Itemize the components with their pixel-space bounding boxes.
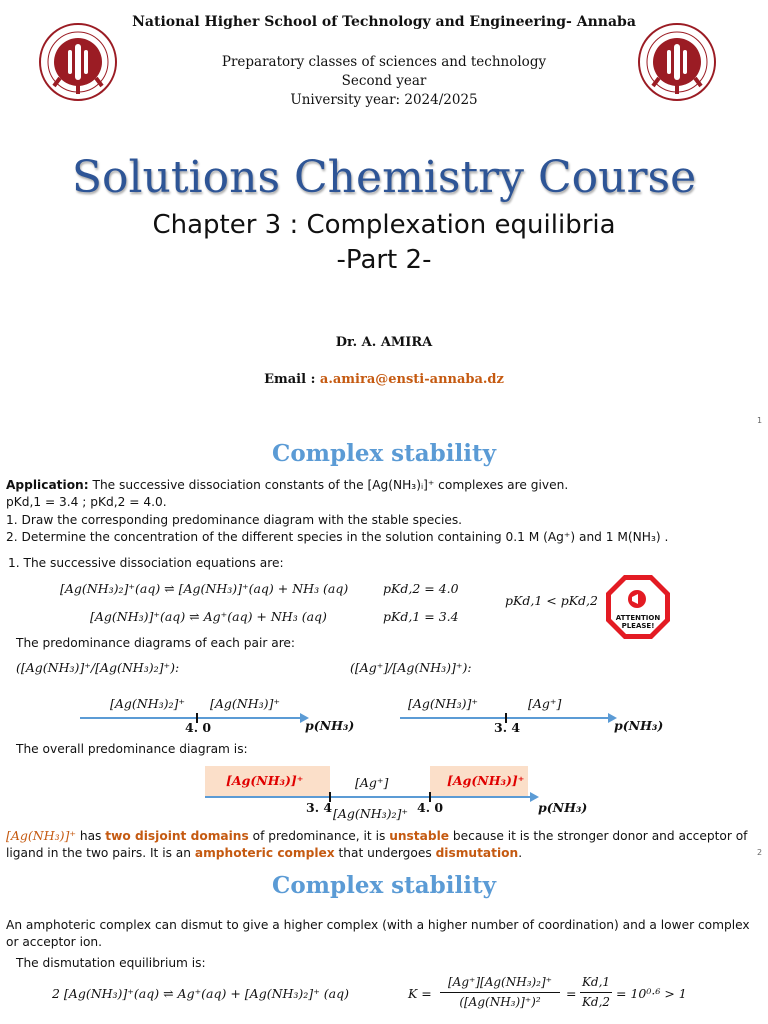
equation-1: [Ag(NH₃)₂]⁺(aq) ⇌ [Ag(NH₃)]⁺(aq) + NH₃ (aq) bbox=[60, 581, 349, 596]
k-equals: = bbox=[566, 986, 577, 1001]
paragraph-line-1: An amphoteric complex can dismut to give a higher complex (with a higher number of coordination) and a lower complex bbox=[6, 918, 750, 932]
k-fraction-bar bbox=[440, 992, 560, 993]
k-num2: Kd,1 bbox=[581, 975, 611, 989]
overall-below-species: [Ag(NH₃)₂]⁺ bbox=[333, 806, 408, 821]
conclusion-text: has bbox=[75, 829, 106, 843]
conclusion-species: [Ag(NH₃)]⁺ bbox=[6, 828, 76, 843]
sign-text-2: PLEASE! bbox=[621, 622, 655, 630]
highlight-dismutation: dismutation bbox=[435, 846, 519, 860]
pk-comparison: pKd,1 < pKd,2 bbox=[505, 593, 598, 608]
k-numerator: [Ag⁺][Ag(NH₃)₂]⁺ bbox=[447, 975, 553, 989]
conclusion-text: because it is the stronger donor and acceptor of bbox=[449, 829, 748, 843]
header-line2: Second year bbox=[341, 73, 427, 89]
author-name: Dr. A. AMIRA bbox=[335, 335, 433, 350]
diagram2-right-species: [Ag⁺] bbox=[528, 696, 562, 711]
pairs-intro: The predominance diagrams of each pair are: bbox=[16, 636, 296, 650]
highlight-unstable: unstable bbox=[389, 829, 450, 843]
application-label: Application: bbox=[6, 478, 89, 492]
paragraph-line-2: or acceptor ion. bbox=[6, 935, 103, 949]
conclusion-line-1 bbox=[6, 828, 747, 843]
equation-2-pk: pKd,1 = 3.4 bbox=[383, 609, 459, 624]
school-name: National Higher School of Technology and Engineering- Annaba bbox=[132, 14, 636, 30]
application-text: The successive dissociation constants of the [Ag(NH₃)ᵢ]⁺ complexes are given. bbox=[88, 478, 569, 492]
application-statement bbox=[6, 478, 568, 492]
overall-axis bbox=[205, 796, 530, 798]
diagram2-left-species: [Ag(NH₃)]⁺ bbox=[408, 696, 478, 711]
overall-right-species: [Ag(NH₃)]⁺ bbox=[447, 773, 525, 788]
dismutation-equation: 2 [Ag(NH₃)]⁺(aq) ⇌ Ag⁺(aq) + [Ag(NH₃)₂]⁺ (aq) bbox=[52, 986, 349, 1001]
diagram1-left-species: [Ag(NH₃)₂]⁺ bbox=[110, 696, 185, 711]
course-title: Solutions Chemistry Course bbox=[71, 152, 697, 203]
pair-1-label: ([Ag(NH₃)]⁺/[Ag(NH₃)₂]⁺): bbox=[16, 660, 180, 675]
page-number: 1 bbox=[757, 416, 763, 425]
k-result: = 10⁰·⁶ > 1 bbox=[616, 986, 687, 1001]
page-number: 2 bbox=[757, 848, 763, 857]
conclusion-text: ligand in the two pairs. It is an bbox=[6, 846, 195, 860]
part-title: -Part 2- bbox=[336, 245, 432, 275]
sign-text-1: ATTENTION bbox=[615, 614, 661, 622]
equation-1-pk: pKd,2 = 4.0 bbox=[383, 581, 459, 596]
overall-mid-species: [Ag⁺] bbox=[355, 775, 389, 790]
question-1: 1. Draw the corresponding predominance diagram with the stable species. bbox=[6, 513, 463, 527]
overall-intro: The overall predominance diagram is: bbox=[16, 742, 248, 756]
overall-tick-2-label: 4. 0 bbox=[417, 800, 444, 815]
dismutation-intro: The dismutation equilibrium is: bbox=[16, 956, 206, 970]
diagram1-axis-label: p(NH₃) bbox=[305, 718, 355, 733]
overall-tick-1-label: 3. 4 bbox=[306, 800, 333, 815]
header-line1: Preparatory classes of sciences and technology bbox=[221, 54, 547, 70]
diagram1-tick-label: 4. 0 bbox=[185, 720, 212, 735]
k-lhs: K = bbox=[408, 986, 432, 1001]
diagram1-right-species: [Ag(NH₃)]⁺ bbox=[210, 696, 280, 711]
conclusion-line-2 bbox=[6, 846, 522, 860]
k-fraction-bar-2 bbox=[580, 992, 612, 993]
highlight-disjoint: two disjoint domains bbox=[105, 829, 249, 843]
diagram1-axis bbox=[80, 717, 300, 719]
k-den2: Kd,2 bbox=[581, 995, 611, 1009]
chapter-title: Chapter 3 : Complexation equilibria bbox=[152, 210, 616, 240]
k-denominator: ([Ag(NH₃)]⁺)² bbox=[459, 995, 541, 1009]
email-address[interactable]: a.amira@ensti-annaba.dz bbox=[319, 372, 504, 387]
email-label: Email : bbox=[264, 372, 316, 387]
conclusion-text: of predominance, it is bbox=[248, 829, 390, 843]
conclusion-text: . bbox=[518, 846, 523, 860]
highlight-amphoteric: amphoteric complex bbox=[194, 846, 335, 860]
section-heading: Complex stability bbox=[272, 440, 496, 467]
overall-left-species: [Ag(NH₃)]⁺ bbox=[226, 773, 304, 788]
conclusion-text: that undergoes bbox=[334, 846, 436, 860]
overall-axis-label: p(NH₃) bbox=[538, 800, 588, 815]
constants-line: pKd,1 = 3.4 ; pKd,2 = 4.0. bbox=[6, 495, 167, 509]
diagram2-tick-label: 3. 4 bbox=[494, 720, 521, 735]
question-2: 2. Determine the concentration of the different species in the solution containing 0.1 M (Ag⁺) and 1 M(NH₃) . bbox=[6, 530, 669, 544]
equation-2: [Ag(NH₃)]⁺(aq) ⇌ Ag⁺(aq) + NH₃ (aq) bbox=[90, 609, 327, 624]
diagram2-axis bbox=[400, 717, 608, 719]
email-line bbox=[0, 372, 768, 387]
attention-sign-icon bbox=[604, 573, 672, 641]
answer-intro: 1. The successive dissociation equations are: bbox=[8, 556, 284, 570]
pair-2-label: ([Ag⁺]/[Ag(NH₃)]⁺): bbox=[350, 660, 472, 675]
header-line3: University year: 2024/2025 bbox=[290, 92, 478, 108]
section-heading: Complex stability bbox=[272, 872, 496, 899]
diagram2-axis-label: p(NH₃) bbox=[614, 718, 664, 733]
